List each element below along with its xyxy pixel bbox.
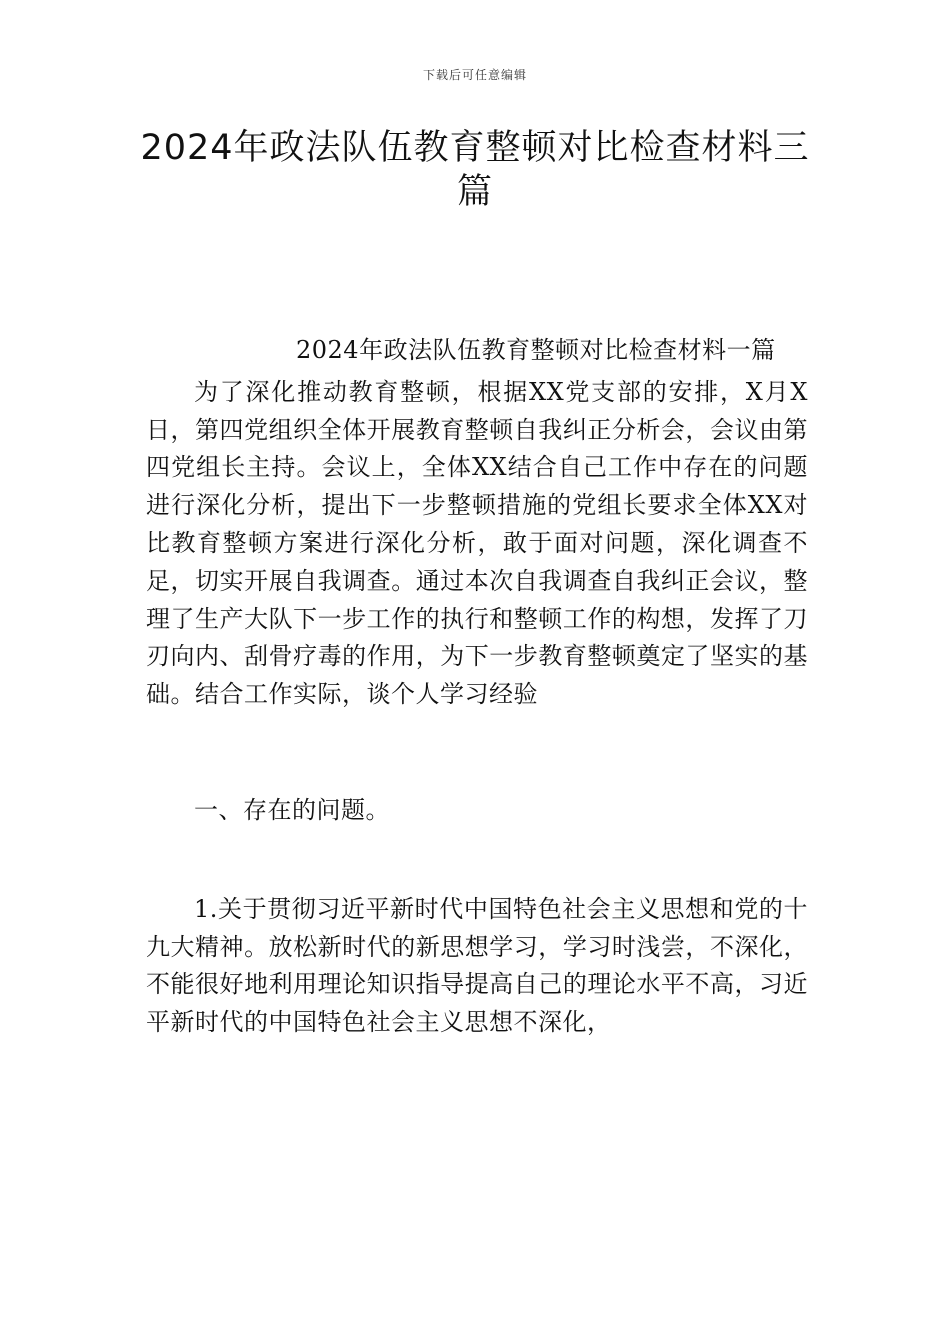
document-body (146, 332, 808, 1042)
document-subtitle: 2024年政法队伍教育整顿对比检查材料一篇 (296, 336, 776, 364)
header-note: 下载后可任意编辑 (422, 68, 527, 82)
document-title: 2024年政法队伍教育整顿对比检查材料三篇 (140, 128, 810, 212)
item-paragraph-1: 1.关于贯彻习近平新时代中国特色社会主义思想和党的十九大精神。放松新时代的新思想学习，学习时浅尝，不深化，不能很好地利用理论知识指导提高自己的理论水平不高，习近平新时代的中国特色社会主义思想不深化， (146, 894, 808, 1037)
intro-paragraph: 为了深化推动教育整顿，根据XX党支部的安排，X月X日，第四党组织全体开展教育整顿自我纠正分析会，会议由第四党组长主持。会议上，全体XX结合自己工作中存在的问题进行深化分析，提出下一步整顿措施的党组长要求全体XX对比教育整顿方案进行深化分析，敢于面对问题，深化调查不足，切实开展自我调查。通过本次自我调查自我纠正会议，整理了生产大队下一步工作的执行和整顿工作的构想，发挥了刀刃向内、刮骨疗毒的作用，为下一步教育整顿奠定了坚实的基础。结合工作实际，谈个人学习经验 (146, 377, 808, 709)
section-heading: 一、存在的问题。 (194, 795, 390, 824)
